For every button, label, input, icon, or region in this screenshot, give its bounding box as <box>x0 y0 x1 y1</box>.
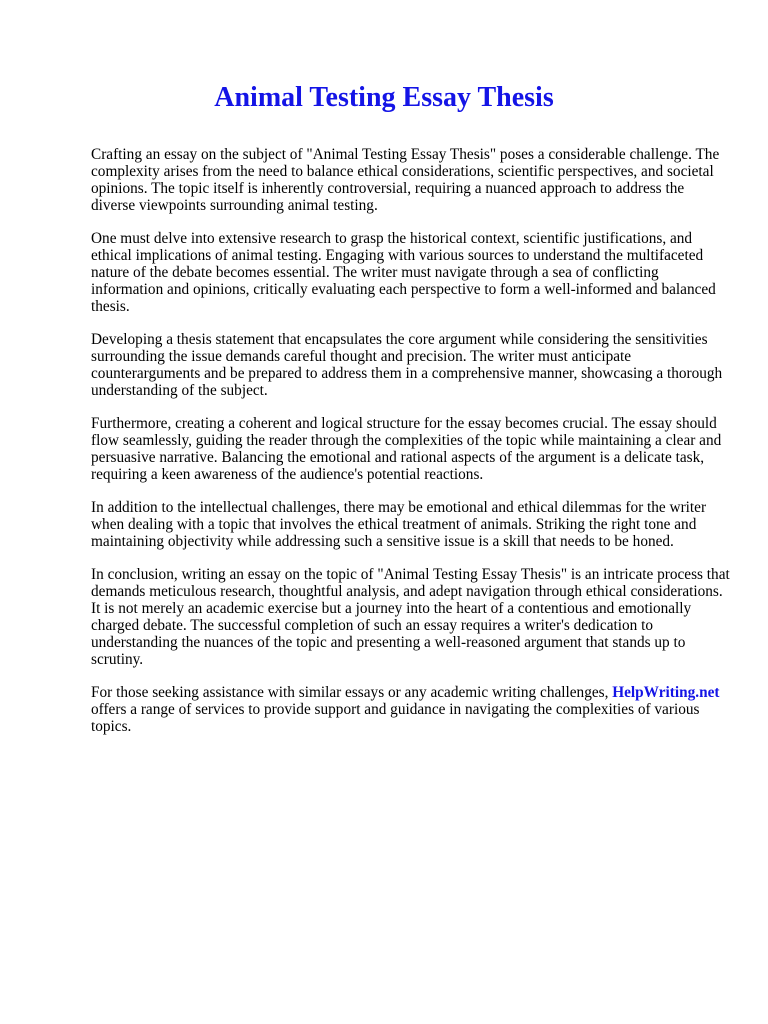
paragraph-3: Developing a thesis statement that encapsulates the core argument while considering the sensitivities surrounding the issue demands careful thought and precision. The writer must anticipate counterarguments and be prepared to address them in a comprehensive manner, showcasing a thorough understanding of the subject. <box>91 331 723 399</box>
paragraph-1: Crafting an essay on the subject of "Animal Testing Essay Thesis" poses a considerable challenge. The complexity arises from the need to balance ethical considerations, scientific perspectives, and societal opinions. The topic itself is inherently controversial, requiring a nuanced approach to address the diverse viewpoints surrounding animal testing. <box>91 146 720 214</box>
paragraph-6: In conclusion, writing an essay on the topic of "Animal Testing Essay Thesis" is an intricate process that demands meticulous research, thoughtful analysis, and adept navigation through ethical considerations. It is not merely an academic exercise but a journey into the heart of a contentious and emotionally charged debate. The successful completion of such an essay requires a writer's dedication to understanding the nuances of the topic and presenting a well-reasoned argument that stands up to scrutiny. <box>91 566 730 668</box>
paragraph-4: Furthermore, creating a coherent and logical structure for the essay becomes crucial. The essay should flow seamlessly, guiding the reader through the complexities of the topic while maintaining a clear and persuasive narrative. Balancing the emotional and rational aspects of the argument is a delicate task, requiring a keen awareness of the audience's potential reactions. <box>91 415 722 483</box>
closing-lead-text: For those seeking assistance with similar essays or any academic writing challenges, <box>91 684 609 701</box>
page-title: Animal Testing Essay Thesis <box>214 82 554 113</box>
paragraph-5: In addition to the intellectual challenges, there may be emotional and ethical dilemmas for the writer when dealing with a topic that involves the ethical treatment of animals. Striking the right tone and maintaining objectivity while addressing such a sensitive issue is a skill that needs to be honed. <box>91 499 707 550</box>
closing-tail-text: offers a range of services to provide support and guidance in navigating the complexities of various topics. <box>91 701 700 735</box>
document-body <box>91 146 731 751</box>
helpwriting-link[interactable]: HelpWriting.net <box>612 684 720 701</box>
paragraph-2: One must delve into extensive research to grasp the historical context, scientific justifications, and ethical implications of animal testing. Engaging with various sources to understand the multifaceted nature of the debate becomes essential. The writer must navigate through a sea of conflicting information and opinions, critically evaluating each perspective to form a well-informed and balanced thesis. <box>91 230 716 315</box>
closing-paragraph <box>91 684 731 735</box>
